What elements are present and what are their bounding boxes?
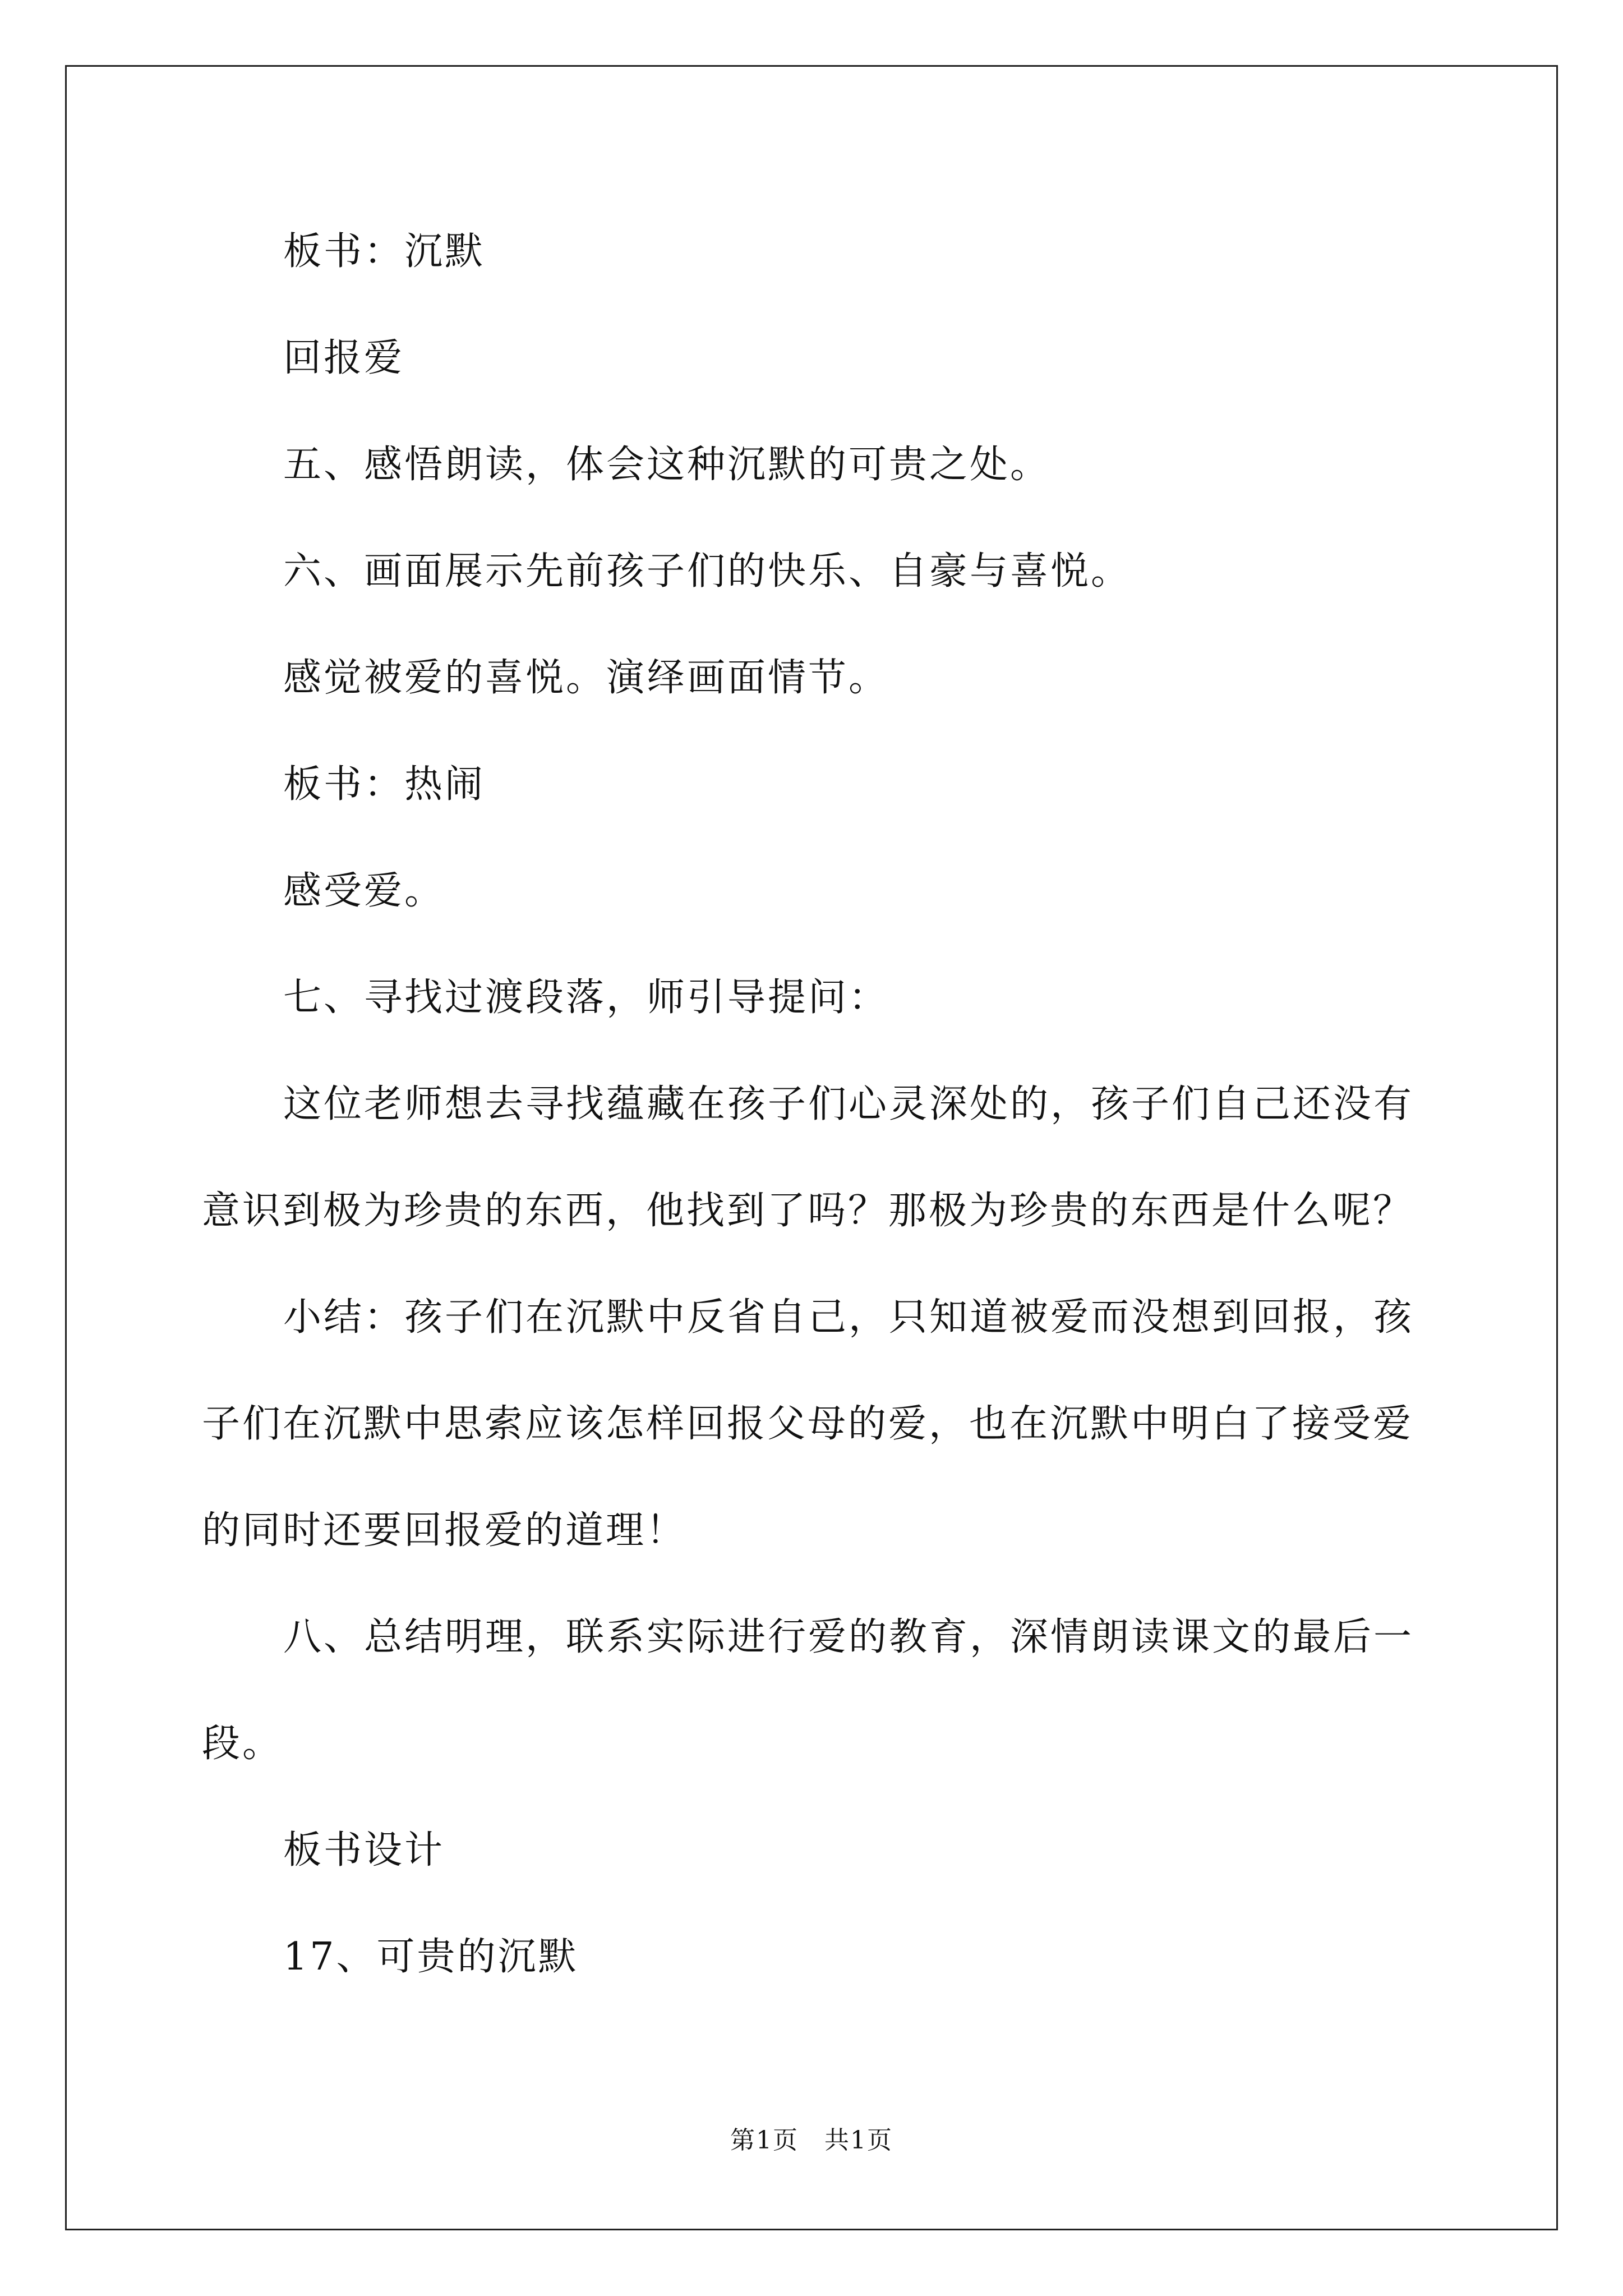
paragraph: 这位老师想去寻找蕴藏在孩子们心灵深处的，孩子们自己还没有	[283, 1082, 1414, 1126]
paragraph: 感受爱。	[283, 869, 445, 913]
paragraph: 板书设计	[283, 1828, 445, 1872]
paragraph-continuation: 的同时还要回报爱的道理！	[202, 1508, 687, 1553]
paragraph: 板书：沉默	[283, 229, 486, 274]
paragraph-continuation: 段。	[202, 1722, 283, 1766]
paragraph: 回报爱	[283, 336, 405, 380]
paragraph-continuation: 意识到极为珍贵的东西，他找到了吗？那极为珍贵的东西是什么呢？	[202, 1189, 1414, 1233]
paragraph: 六、画面展示先前孩子们的快乐、自豪与喜悦。	[283, 549, 1132, 593]
paragraph: 17、可贵的沉默	[283, 1935, 579, 1979]
page-number-footer: 第1页 共1页	[730, 2126, 893, 2155]
paragraph: 五、感悟朗读，体会这种沉默的可贵之处。	[283, 443, 1051, 487]
paragraph: 感觉被爱的喜悦。演绎画面情节。	[283, 656, 889, 700]
paragraph-continuation: 子们在沉默中思索应该怎样回报父母的爱，也在沉默中明白了接受爱	[202, 1402, 1414, 1446]
paragraph: 板书：热闹	[283, 762, 486, 807]
paragraph: 小结：孩子们在沉默中反省自己，只知道被爱而没想到回报，孩	[283, 1295, 1414, 1340]
page-border	[65, 65, 1558, 2230]
paragraph: 八、总结明理，联系实际进行爱的教育，深情朗读课文的最后一	[283, 1615, 1414, 1659]
paragraph: 七、寻找过渡段落，师引导提问：	[283, 976, 889, 1020]
